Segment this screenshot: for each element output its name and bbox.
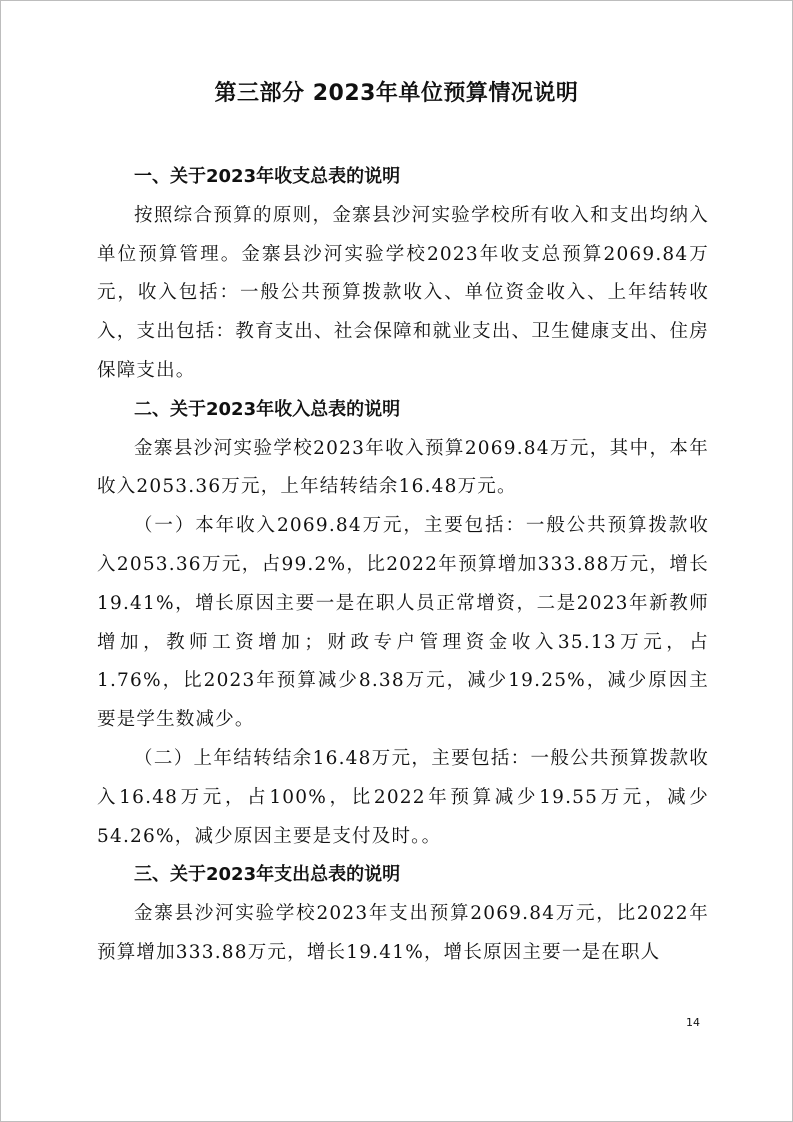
section-1-paragraph-1: 按照综合预算的原则，金寨县沙河实验学校所有收入和支出均纳入单位预算管理。金寨县沙河实验学校2023年收支总预算2069.84万元，收入包括：一般公共预算拨款收入、单位资金收入、上年结转收入，支出包括：教育支出、社会保障和就业支出、卫生健康支出、住房保障支出。 xyxy=(97,204,709,381)
section-2-paragraph-1: 金寨县沙河实验学校2023年收入预算2069.84万元，其中，本年收入2053.36万元，上年结转结余16.48万元。 xyxy=(97,437,709,498)
section-heading-3: 三、关于2023年支出总表的说明 xyxy=(134,864,401,886)
section-heading-2: 二、关于2023年收入总表的说明 xyxy=(134,398,401,420)
page-title: 第三部分 2023年单位预算情况说明 xyxy=(214,81,579,106)
section-2-paragraph-2: （一）本年收入2069.84万元，主要包括：一般公共预算拨款收入2053.36万元，占99.2%，比2022年预算增加333.88万元，增长19.41%，增长原因主要一是在职人员正常增资，二是2023年新教师增加，教师工资增加；财政专户管理资金收入35.13万元，占1.76%，比2023年预算减少8.38万元，减少19.25%，减少原因主要是学生数减少。 xyxy=(97,515,709,731)
page-number: 14 xyxy=(686,1016,700,1029)
section-2-paragraph-3: （二）上年结转结余16.48万元，主要包括：一般公共预算拨款收入16.48万元，占100%，比2022年预算减少19.55万元，减少54.26%，减少原因主要是支付及时。。 xyxy=(97,747,709,847)
section-3-paragraph-1: 金寨县沙河实验学校2023年支出预算2069.84万元，比2022年预算增加333.88万元，增长19.41%，增长原因主要一是在职人 xyxy=(97,903,709,963)
section-heading-1: 一、关于2023年收支总表的说明 xyxy=(134,166,401,187)
document-body xyxy=(97,158,709,973)
